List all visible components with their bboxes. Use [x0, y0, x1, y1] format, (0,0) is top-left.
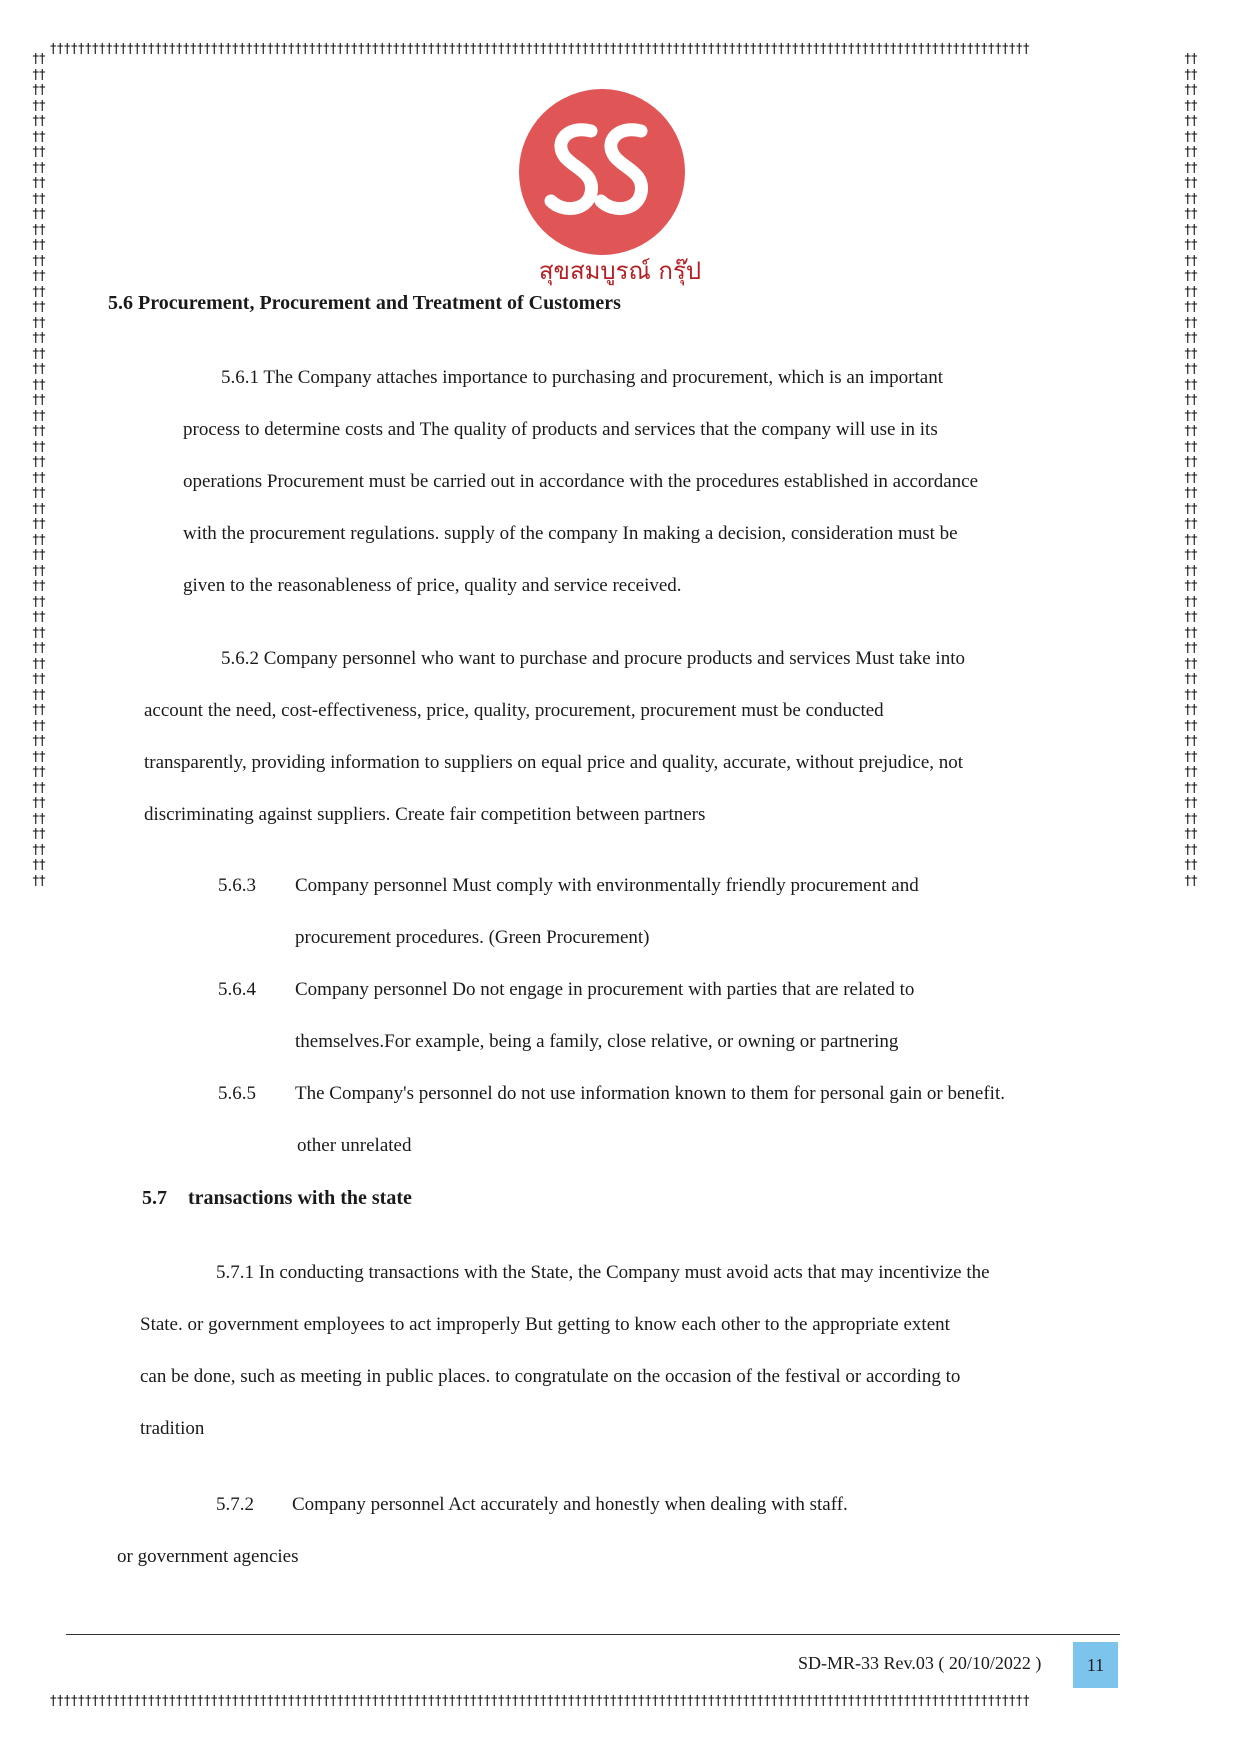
page-border-left: †††††††††††††††††††††††††††††††††††††††††††††††††††††††††††††††††††††††††††††††††††††††††††††††††††††††††††† [32, 52, 46, 889]
page-number: 11 [1073, 1642, 1118, 1688]
paragraph-line: tradition [140, 1418, 205, 1439]
item-number: 5.6.4 [218, 979, 256, 1000]
paragraph-line: 5.6.2 Company personnel who want to purchase and procure products and services Must take into [221, 648, 965, 669]
paragraph-line: given to the reasonableness of price, quality and service received. [183, 575, 682, 596]
item-text: procurement procedures. (Green Procurement) [295, 927, 650, 948]
paragraph-line: 5.7.1 In conducting transactions with the State, the Company must avoid acts that may incentivize the [216, 1262, 990, 1283]
section-heading-5-7-number: 5.7 [142, 1187, 167, 1209]
item-text: Company personnel Act accurately and honestly when dealing with staff. [292, 1494, 848, 1515]
paragraph-line: process to determine costs and The quality of products and services that the company will use in its [183, 419, 938, 440]
item-number: 5.7.2 [216, 1494, 254, 1515]
paragraph-line: account the need, cost-effectiveness, price, quality, procurement, procurement must be conducted [144, 700, 884, 721]
paragraph-line: can be done, such as meeting in public places. to congratulate on the occasion of the festival or according to [140, 1366, 961, 1387]
page-border-top: †††††††††††††††††††††††††††††††††††††††††††††††††††††††††††††††††††††††††††††††††††††††††††††††††††††††††††††††††††††††††††††††††††††††††††† [50, 42, 1030, 57]
page-border-bottom: †††††††††††††††††††††††††††††††††††††††††††††††††††††††††††††††††††††††††††††††††††††††††††††††††††††††††††††††††††††††††††††††††††††††††††† [50, 1694, 1030, 1709]
section-heading-5-6: 5.6 Procurement, Procurement and Treatment of Customers [108, 292, 621, 314]
item-text: Company personnel Must comply with environmentally friendly procurement and [295, 875, 919, 896]
item-number: 5.6.5 [218, 1083, 256, 1104]
paragraph-line: State. or government employees to act improperly But getting to know each other to the appropriate extent [140, 1314, 950, 1335]
item-text: or government agencies [117, 1546, 299, 1567]
logo-caption: สุขสมบูรณ์ กรุ๊ป [538, 257, 702, 285]
paragraph-line: transparently, providing information to suppliers on equal price and quality, accurate, without prejudice, not [144, 752, 964, 773]
item-text: The Company's personnel do not use information known to them for personal gain or benefit. [295, 1083, 1005, 1104]
page-border-right: †††††††††††††††††††††††††††††††††††††††††††††††††††††††††††††††††††††††††††††††††††††††††††††††††††††††††††† [1184, 52, 1198, 889]
document-code: SD-MR-33 Rev.03 ( 20/10/2022 ) [798, 1653, 1042, 1673]
item-text: other unrelated [297, 1135, 412, 1156]
item-text: Company personnel Do not engage in procurement with parties that are related to [295, 979, 915, 1000]
paragraph-line: discriminating against suppliers. Create fair competition between partners [144, 804, 706, 825]
paragraph-line: 5.6.1 The Company attaches importance to purchasing and procurement, which is an important [221, 367, 943, 388]
item-number: 5.6.3 [218, 875, 256, 896]
section-heading-5-7-title: transactions with the state [188, 1187, 412, 1209]
company-logo [519, 89, 685, 255]
paragraph-line: with the procurement regulations. supply of the company In making a decision, consideration must be [183, 523, 958, 544]
footer-divider [66, 1634, 1120, 1635]
item-text: themselves.For example, being a family, close relative, or owning or partnering [295, 1031, 899, 1052]
paragraph-line: operations Procurement must be carried out in accordance with the procedures established in accordance [183, 471, 979, 492]
